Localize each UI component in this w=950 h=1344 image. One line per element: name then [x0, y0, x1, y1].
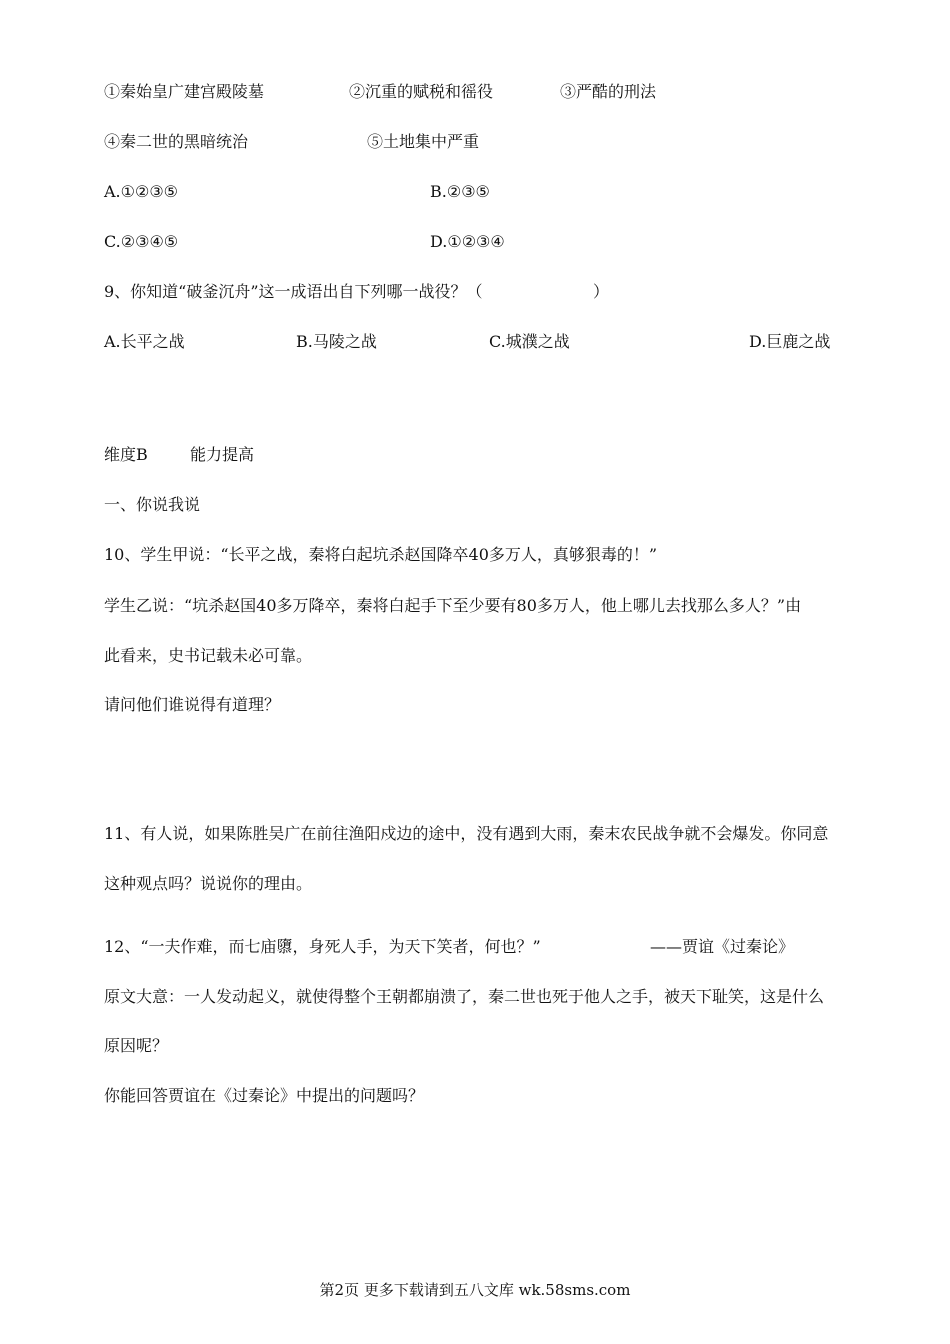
part-title: 一、你说我说	[104, 495, 201, 514]
q8-option-d: D.①②③④	[430, 232, 505, 251]
q8-item-4: ④秦二世的黑暗统治	[104, 132, 249, 151]
q8-option-c: C.②③④⑤	[104, 232, 179, 251]
q9-option-d: D.巨鹿之战	[749, 332, 831, 351]
q11-line-1: 11、有人说，如果陈胜吴广在前往渔阳戍边的途中，没有遇到大雨，秦末农民战争就不会爆发。你同意	[104, 824, 829, 843]
q8-option-a: A.①②③⑤	[104, 182, 179, 201]
q12-source: ——贾谊《过秦论》	[650, 937, 795, 956]
q9-option-c: C.城濮之战	[489, 332, 570, 351]
q8-item-2: ②沉重的赋税和徭役	[349, 82, 494, 101]
q10-line-3: 此看来，史书记载未必可靠。	[104, 646, 313, 665]
page-footer: 第2页 更多下载请到五八文库 wk.58sms.com	[319, 1281, 631, 1299]
q9-option-b: B.马陵之战	[296, 332, 377, 351]
q9-stem-close: ）	[593, 282, 610, 301]
q12-meaning-line-1: 原文大意：一人发动起义，就使得整个王朝都崩溃了，秦二世也死于他人之手，被天下耻笑，这是什么	[104, 987, 825, 1006]
dimension-title: 能力提高	[190, 445, 255, 464]
q8-option-b: B.②③⑤	[430, 182, 490, 201]
dimension-label: 维度B	[104, 445, 148, 464]
q9-stem: 9、你知道“破釜沉舟”这一成语出自下列哪一战役？（	[104, 282, 483, 301]
q12-meaning-line-2: 原因呢？	[104, 1036, 169, 1055]
q9-option-a: A.长平之战	[104, 332, 185, 351]
q10-line-1: 10、学生甲说：“长平之战，秦将白起坑杀赵国降卒40多万人，真够狠毒的！”	[104, 545, 658, 564]
q12-question: 你能回答贾谊在《过秦论》中提出的问题吗？	[104, 1086, 425, 1105]
q8-item-5: ⑤土地集中严重	[367, 132, 480, 151]
q8-item-1: ①秦始皇广建宫殿陵墓	[104, 82, 265, 101]
q11-line-2: 这种观点吗？说说你的理由。	[104, 874, 313, 893]
q10-line-4: 请问他们谁说得有道理？	[104, 695, 281, 714]
q12-quote: 12、“一夫作难，而七庙隳，身死人手，为天下笑者，何也？”	[104, 937, 541, 956]
q8-item-3: ③严酷的刑法	[560, 82, 657, 101]
q10-line-2: 学生乙说：“坑杀赵国40多万降卒，秦将白起手下至少要有80多万人，他上哪儿去找那么多人？”由	[104, 596, 802, 615]
